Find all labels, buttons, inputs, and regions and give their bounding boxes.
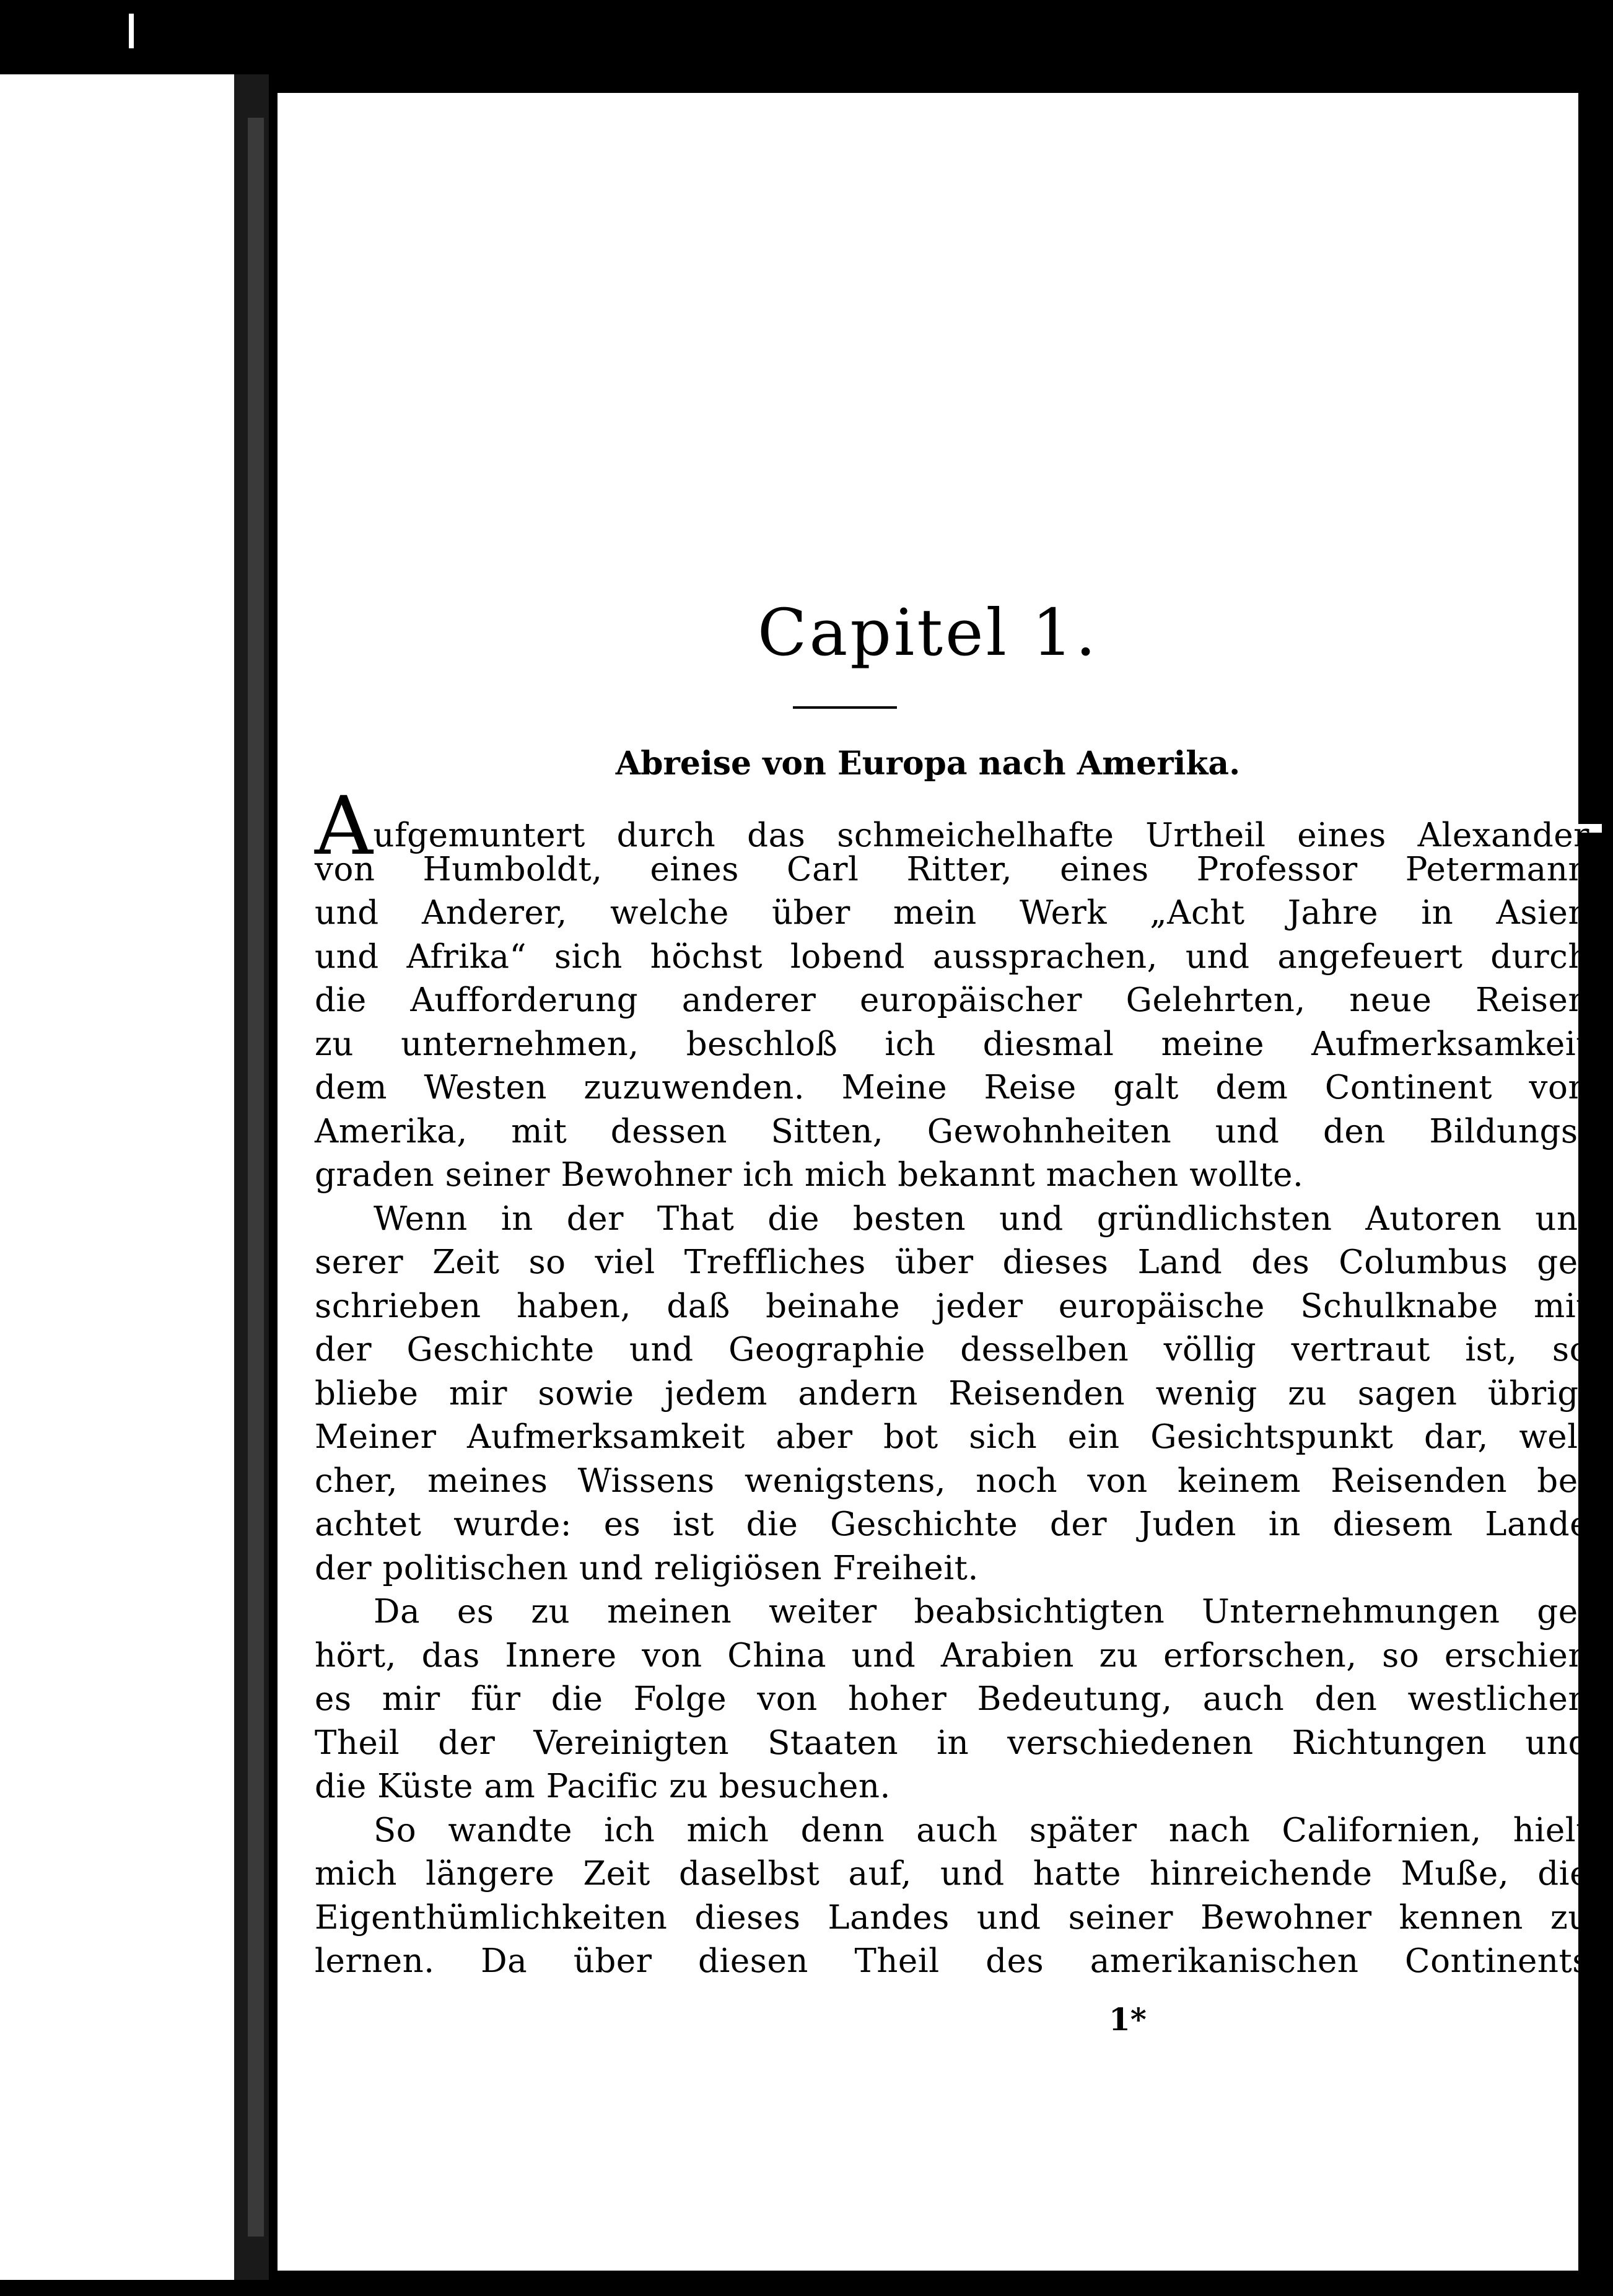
- text-line: serer Zeit so viel Treffliches über dieses Land des Columbus ge-: [315, 1243, 1589, 1281]
- chapter-subtitle: Abreise von Europa nach Amerika.: [615, 745, 1241, 782]
- text-line: Wenn in der That die besten und gründlichsten Autoren un-: [374, 1199, 1589, 1238]
- page-gutter-shade: [248, 118, 264, 2237]
- text-line: es mir für die Folge von hoher Bedeutung, auch den westlichen: [315, 1680, 1589, 1718]
- text-line: Da es zu meinen weiter beabsichtigten Unternehmungen ge-: [374, 1593, 1589, 1631]
- body-text: [315, 779, 1589, 1984]
- text-line: Meiner Aufmerksamkeit aber bot sich ein Gesichtspunkt dar, wel-: [315, 1418, 1589, 1456]
- text-line: mich längere Zeit daselbst auf, und hatte hinreichende Muße, die: [315, 1855, 1589, 1893]
- text-line: achtet wurde: es ist die Geschichte der Juden in diesem Lande: [315, 1505, 1589, 1543]
- title-rule: [793, 706, 897, 709]
- text-line: bliebe mir sowie jedem andern Reisenden wenig zu sagen übrig.: [315, 1374, 1589, 1413]
- text-line: die Aufforderung anderer europäischer Gelehrten, neue Reisen: [315, 981, 1589, 1019]
- text-line: zu unternehmen, beschloß ich diesmal meine Aufmerksamkeit: [315, 1025, 1589, 1063]
- text-line: lernen. Da über diesen Theil des amerikanischen Continents: [315, 1942, 1589, 1980]
- page-number: 1*: [1109, 2001, 1147, 2038]
- drop-cap: A: [315, 779, 374, 873]
- text-line: Theil der Vereinigten Staaten in verschiedenen Richtungen und: [315, 1724, 1589, 1762]
- text-line: hört, das Innere von China und Arabien zu erforschen, so erschien: [315, 1636, 1589, 1675]
- text-line: der Geschichte und Geographie desselben völlig vertraut ist, so: [315, 1331, 1589, 1369]
- text-line: der politischen und religiösen Freiheit.: [315, 1549, 979, 1587]
- text-line: von Humboldt, eines Carl Ritter, eines Professor Petermann: [315, 850, 1589, 888]
- text-line: dem Westen zuzuwenden. Meine Reise galt dem Continent von: [315, 1069, 1589, 1106]
- text-line: Aufgemuntert durch das schmeichelhafte Urtheil eines Alexander: [315, 779, 1589, 873]
- text-line: schrieben haben, daß beinahe jeder europäische Schulknabe mit: [315, 1287, 1589, 1325]
- text-line: und Anderer, welche über mein Werk „Acht Jahre in Asien: [315, 894, 1589, 932]
- text-line: Amerika, mit dessen Sitten, Gewohnheiten und den Bildungs-: [315, 1112, 1589, 1150]
- text-line: cher, meines Wissens wenigstens, noch von keinem Reisenden be-: [315, 1461, 1589, 1500]
- chapter-title: Capitel 1.: [757, 595, 1099, 670]
- text-line: und Afrika“ sich höchst lobend aussprachen, und angefeuert durch: [315, 937, 1589, 976]
- text-line: graden seiner Bewohner ich mich bekannt machen wollte.: [315, 1156, 1304, 1194]
- text-line: die Küste am Pacific zu besuchen.: [315, 1768, 891, 1805]
- text-line: So wandte ich mich denn auch später nach Californien, hielt: [374, 1811, 1589, 1849]
- left-page-edge: [0, 74, 234, 2280]
- text-line: Eigenthümlichkeiten dieses Landes und seiner Bewohner kennen zu: [315, 1898, 1589, 1937]
- book-page: [278, 93, 1589, 2271]
- scan-artifact-mark: [129, 14, 134, 48]
